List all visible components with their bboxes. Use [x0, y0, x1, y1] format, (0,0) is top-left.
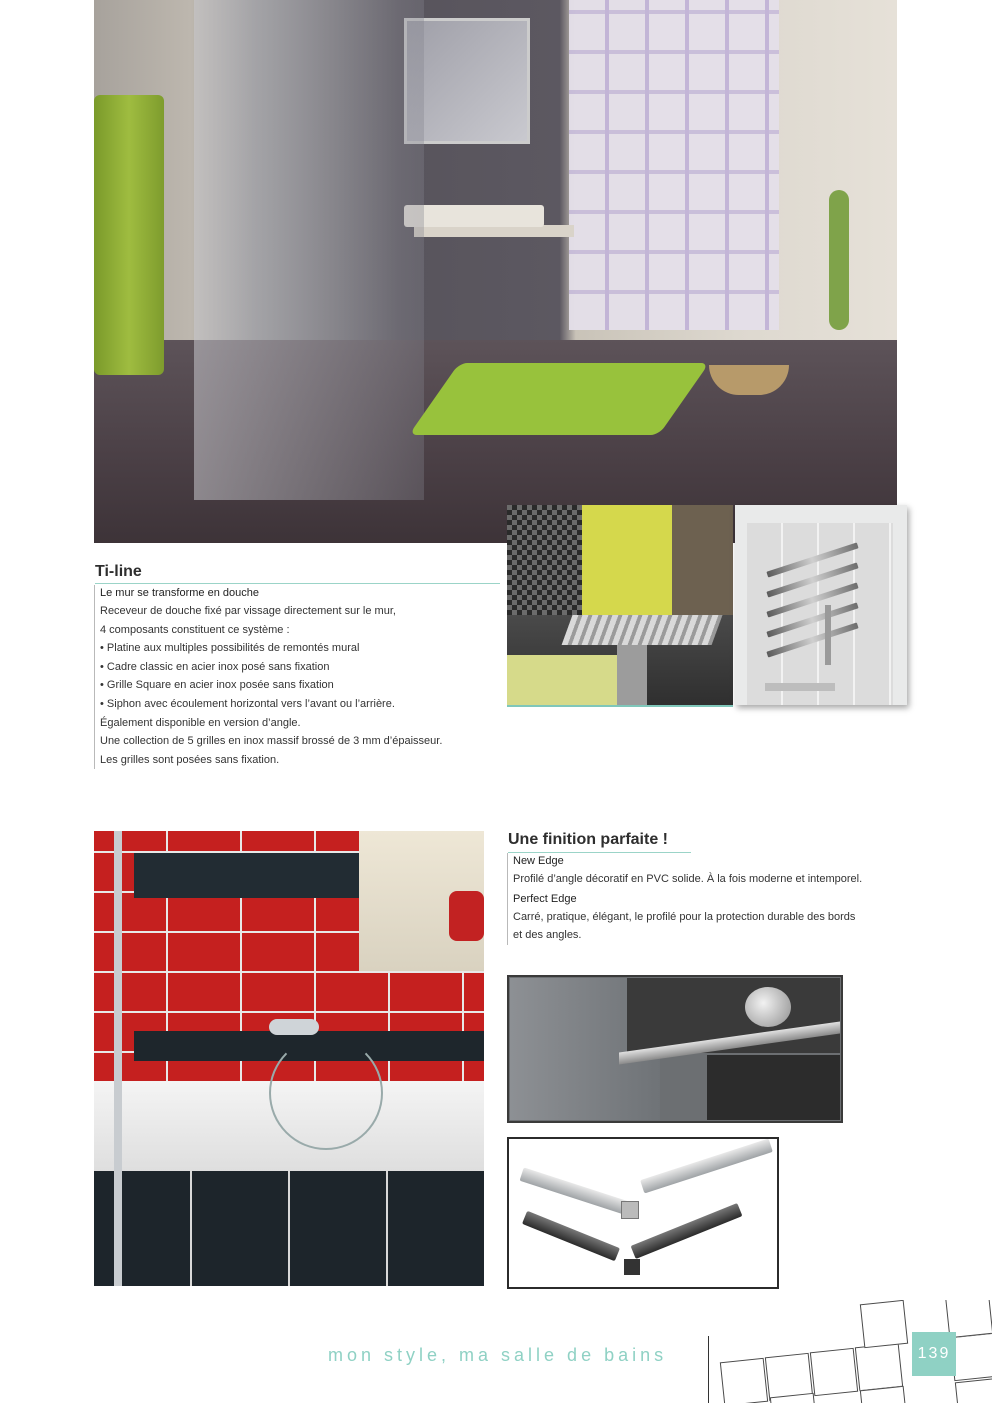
footer-tile: [955, 1378, 992, 1403]
tiline-description: [94, 585, 506, 769]
hero-shower-photo: [94, 0, 897, 543]
tiline-subtitle: Le mur se transforme en douche: [100, 587, 259, 599]
grille-floor-drain: [765, 683, 835, 691]
hero-glass-block-window: [569, 0, 779, 330]
perfect-edge-text: et des angles.: [513, 929, 582, 942]
tiline-title-underline: [95, 583, 500, 584]
tiline-bullet: • Siphon avec écoulement horizontal vers l’avant ou l’arrière.: [100, 697, 395, 710]
hero-shower-glass: [194, 0, 424, 500]
hero-green-rug: [409, 363, 709, 435]
tiline-bullet: • Cadre classic en acier inox posé sans fixation: [100, 660, 330, 673]
drain-mosaic-tiles: [507, 505, 582, 615]
profile-light-right: [640, 1138, 773, 1193]
new-edge-heading: New Edge: [513, 855, 564, 867]
footer-tagline: mon style, ma salle de bains: [328, 1345, 668, 1365]
tiline-line: Les grilles sont posées sans fixation.: [100, 753, 280, 766]
tiline-line: 4 composants constituent ce système :: [100, 623, 290, 636]
profile-corner-dark: [624, 1259, 640, 1275]
bath-faucet: [269, 1019, 319, 1035]
footer-tile: [810, 1348, 858, 1396]
footer-tile: [855, 1343, 903, 1391]
tiline-line: Également disponible en version d’angle.: [100, 716, 301, 729]
tiline-title: Ti-line: [95, 563, 142, 580]
tiline-line: Une collection de 5 grilles en inox massif brossé de 3 mm d’épaisseur.: [100, 735, 443, 748]
new-edge-text: Profilé d’angle décoratif en PVC solide. À la fois moderne et intemporel.: [513, 873, 863, 885]
bath-shower-hose: [269, 1036, 383, 1150]
page-number: 139: [912, 1332, 956, 1376]
drain-cutaway-photo: [507, 505, 733, 707]
bath-dark-tiles: [134, 853, 364, 898]
bath-red-towel: [449, 891, 484, 941]
bath-glass-frame: [114, 831, 122, 1286]
finition-title: Une finition parfaite !: [508, 831, 668, 848]
profile-light-left: [520, 1167, 629, 1214]
grilles-collection-photo: [735, 505, 907, 705]
edge-profiles-photo: [507, 1137, 779, 1289]
profile-corner-light: [621, 1201, 639, 1219]
tiline-bullet: • Platine aux multiples possibilités de remontés mural: [100, 642, 360, 655]
footer-separator: [708, 1336, 709, 1403]
footer-tile: [860, 1300, 908, 1348]
edge-decor-shell: [745, 987, 791, 1027]
profile-dark-left: [522, 1211, 620, 1261]
grille-mounted-drain: [825, 605, 831, 665]
perfect-edge-text: Carré, pratique, élégant, le profilé pour la protection durable des bords: [513, 910, 856, 923]
finition-description: [507, 853, 908, 945]
drain-grate: [562, 615, 723, 645]
red-bathroom-photo: [94, 831, 484, 1286]
hero-green-towel: [94, 95, 164, 375]
bath-tub-front-tiles: [94, 1171, 484, 1286]
footer-tile: [720, 1358, 768, 1403]
drain-screed: [507, 655, 617, 705]
tiline-bullet: • Grille Square en acier inox posée sans fixation: [100, 679, 334, 692]
tiline-line: Receveur de douche fixé par vissage directement sur le mur,: [100, 605, 396, 617]
hero-sink: [404, 205, 544, 227]
perfect-edge-heading: Perfect Edge: [513, 892, 577, 905]
edge-trim-photo: [507, 975, 843, 1123]
profile-dark-right: [631, 1203, 743, 1259]
drain-pipe: [617, 645, 647, 705]
footer-tile: [950, 1333, 992, 1381]
edge-dark-front: [707, 1055, 840, 1120]
hero-plant: [829, 190, 849, 330]
